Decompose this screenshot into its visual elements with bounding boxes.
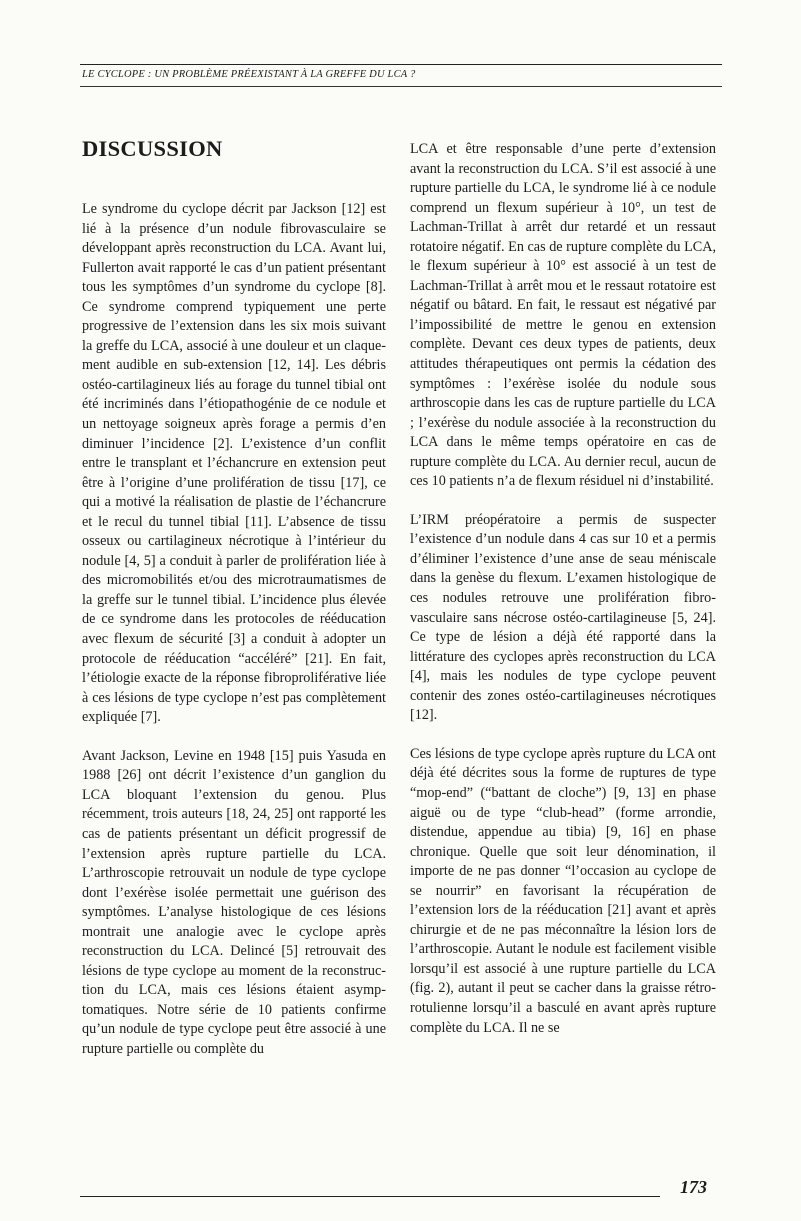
page-number: 173 — [680, 1177, 707, 1197]
top-rule — [80, 64, 722, 65]
paragraph: Le syndrome du cyclope décrit par Jackson [12] est lié à la présence d’un nodule fibrovasculaire se développant après reconstruction du LCA. Avant lui, Fullerton avait rapporté le cas d’un patient présentant tous les symptômes d’un syndrome du cyclope [8]. Ce syndrome comprend typiquement une perte progressive de l’extension dans les six mois suivant la greffe du LCA, associé à une douleur et un claquement audible en sub-extension [12, 14]. Les débris ostéo-cartilagineux liés au forage du tunnel tibial ont été incriminés dans l’étiopathogénie de ce nodule et un nettoyage soigneux après forage a permis d’en diminuer l’incidence [2]. L’existence d’un conflit entre le transplant et l’échancrure en extension peut être à l’origine d’une prolifération de tissu [17], ce qui a motivé la réalisation de plastie de l’échancrure et le recul du tunnel tibial [11]. L’absence de tissu osseux ou cartilagineux nécrotique à l’intérieur du nodule [4, 5] a conduit à parler de prolifération liée à des micromobilités et/ou des microtraumatismes de la greffe sur le tunnel tibial. L’incidence plus élevée de ce syndrome dans les protocoles de rééducation avec flexum de sécurité [3] a conduit à adopter un protocole de rééducation “accéléré” [21]. En fait, l’étiologie exacte de la réponse fibroproliférative liée à ces lésions de type cyclope n’est pas complètement expliquée [7]. — [82, 201, 386, 726]
paragraph: Avant Jackson, Levine en 1948 [15] puis Yasuda en 1988 [26] ont décrit l’existence d’un ganglion du LCA bloquant l’extension du genou. Plus récemment, trois auteurs [18, 24, 25] ont rapporté les cas de patients présentant un déficit progressif de l’extension après rupture partielle du LCA. L’arthroscopie retrouvait un nodule de type cyclope dont l’exérèse isolée permettait une guérison des symptômes. L’analyse histologique de ces lésions montrait une analogie avec le cyclope après reconstruction du LCA. Delincé [5] retrouvait des lésions de type cyclope au moment de la reconstruction du LCA, mais ces lésions étaient asymptomatiques. Notre série de 10 patients confirme qu’un nodule de type cyclope peut être associé à une rupture partielle ou complète du — [82, 747, 386, 1057]
footer-rule — [80, 1196, 660, 1197]
paragraph: LCA et être responsable d’une perte d’extension avant la reconstruction du LCA. S’il est associé à une rupture partielle du LCA, le syndrome lié à ce nodule comprend un flexum supérieur à 10°, un test de Lachman-Trillat à arrêt dur retardé et un ressaut rotatoire négatif. En cas de rupture complète du LCA, le flexum supérieur à 10° est associé à un test de Lachman-Trillat à arrêt mou et le ressaut rotatoire est négatif ou bâtard. En fait, le ressaut est négativé par l’impossibilité de mettre le genou en extension complète. Devant ces deux types de patients, deux attitudes thérapeutiques ont permis la cédation des symptômes : l’exérèse isolée du nodule sous arthroscopie dans les cas de rupture partielle du LCA ; l’exérèse du nodule associée à la reconstruction du LCA dans le même temps opératoire en cas de rupture complète du LCA. Au dernier recul, aucun de ces 10 patients n’a de flexum résiduel ni d’instabilité. — [410, 141, 716, 490]
section-heading: DISCUSSION — [82, 136, 223, 161]
paragraph: Ces lésions de type cyclope après rupture du LCA ont déjà été décrites sous la forme de ruptures de type “mop-end” (“battant de cloche”) [9, 13] en phase aiguë ou de type “club-head” (forme arrondie, distendue, appendue au tibia) [9, 16] en phase chronique. Quelle que soit leur dénomination, il importe de ne pas donner “l’occasion au cyclope de se nourrir” en favorisant la récupération de l’extension lors de la rééducation [21] avant et après chirurgie et de ne pas méconnaître la lésion lors de l’arthroscopie. Autant le nodule est facilement visible lorsqu’il est associé à une rupture partielle du LCA (fig. 2), autant il peut se cacher dans la graisse rétro-rotulienne lorsqu’il a basculé en avant après rupture complète du LCA. Il ne se — [410, 745, 716, 1036]
running-head-rule — [80, 86, 722, 87]
right-column — [410, 140, 716, 1057]
running-head: LE CYCLOPE : UN PROBLÈME PRÉEXISTANT À LA GREFFE DU LCA ? — [82, 69, 416, 80]
paragraph: L’IRM préopératoire a permis de suspecter l’existence d’un nodule dans 4 cas sur 10 et a permis d’éliminer l’existence d’une anse de seau méniscale dans la genèse du flexum. L’examen histologique de ces nodules retrouve une prolifération fibro-vasculaire sans nécrose ostéo-cartilagineuse [5, 24]. Ce type de lésion a déjà été rapporté dans la littérature des cyclopes après reconstruction du LCA [4], mais les nodules de type cyclope peuvent contenir des zones ostéo-cartilagineuses nécrotiques [12]. — [410, 511, 716, 724]
left-column — [82, 200, 386, 1079]
